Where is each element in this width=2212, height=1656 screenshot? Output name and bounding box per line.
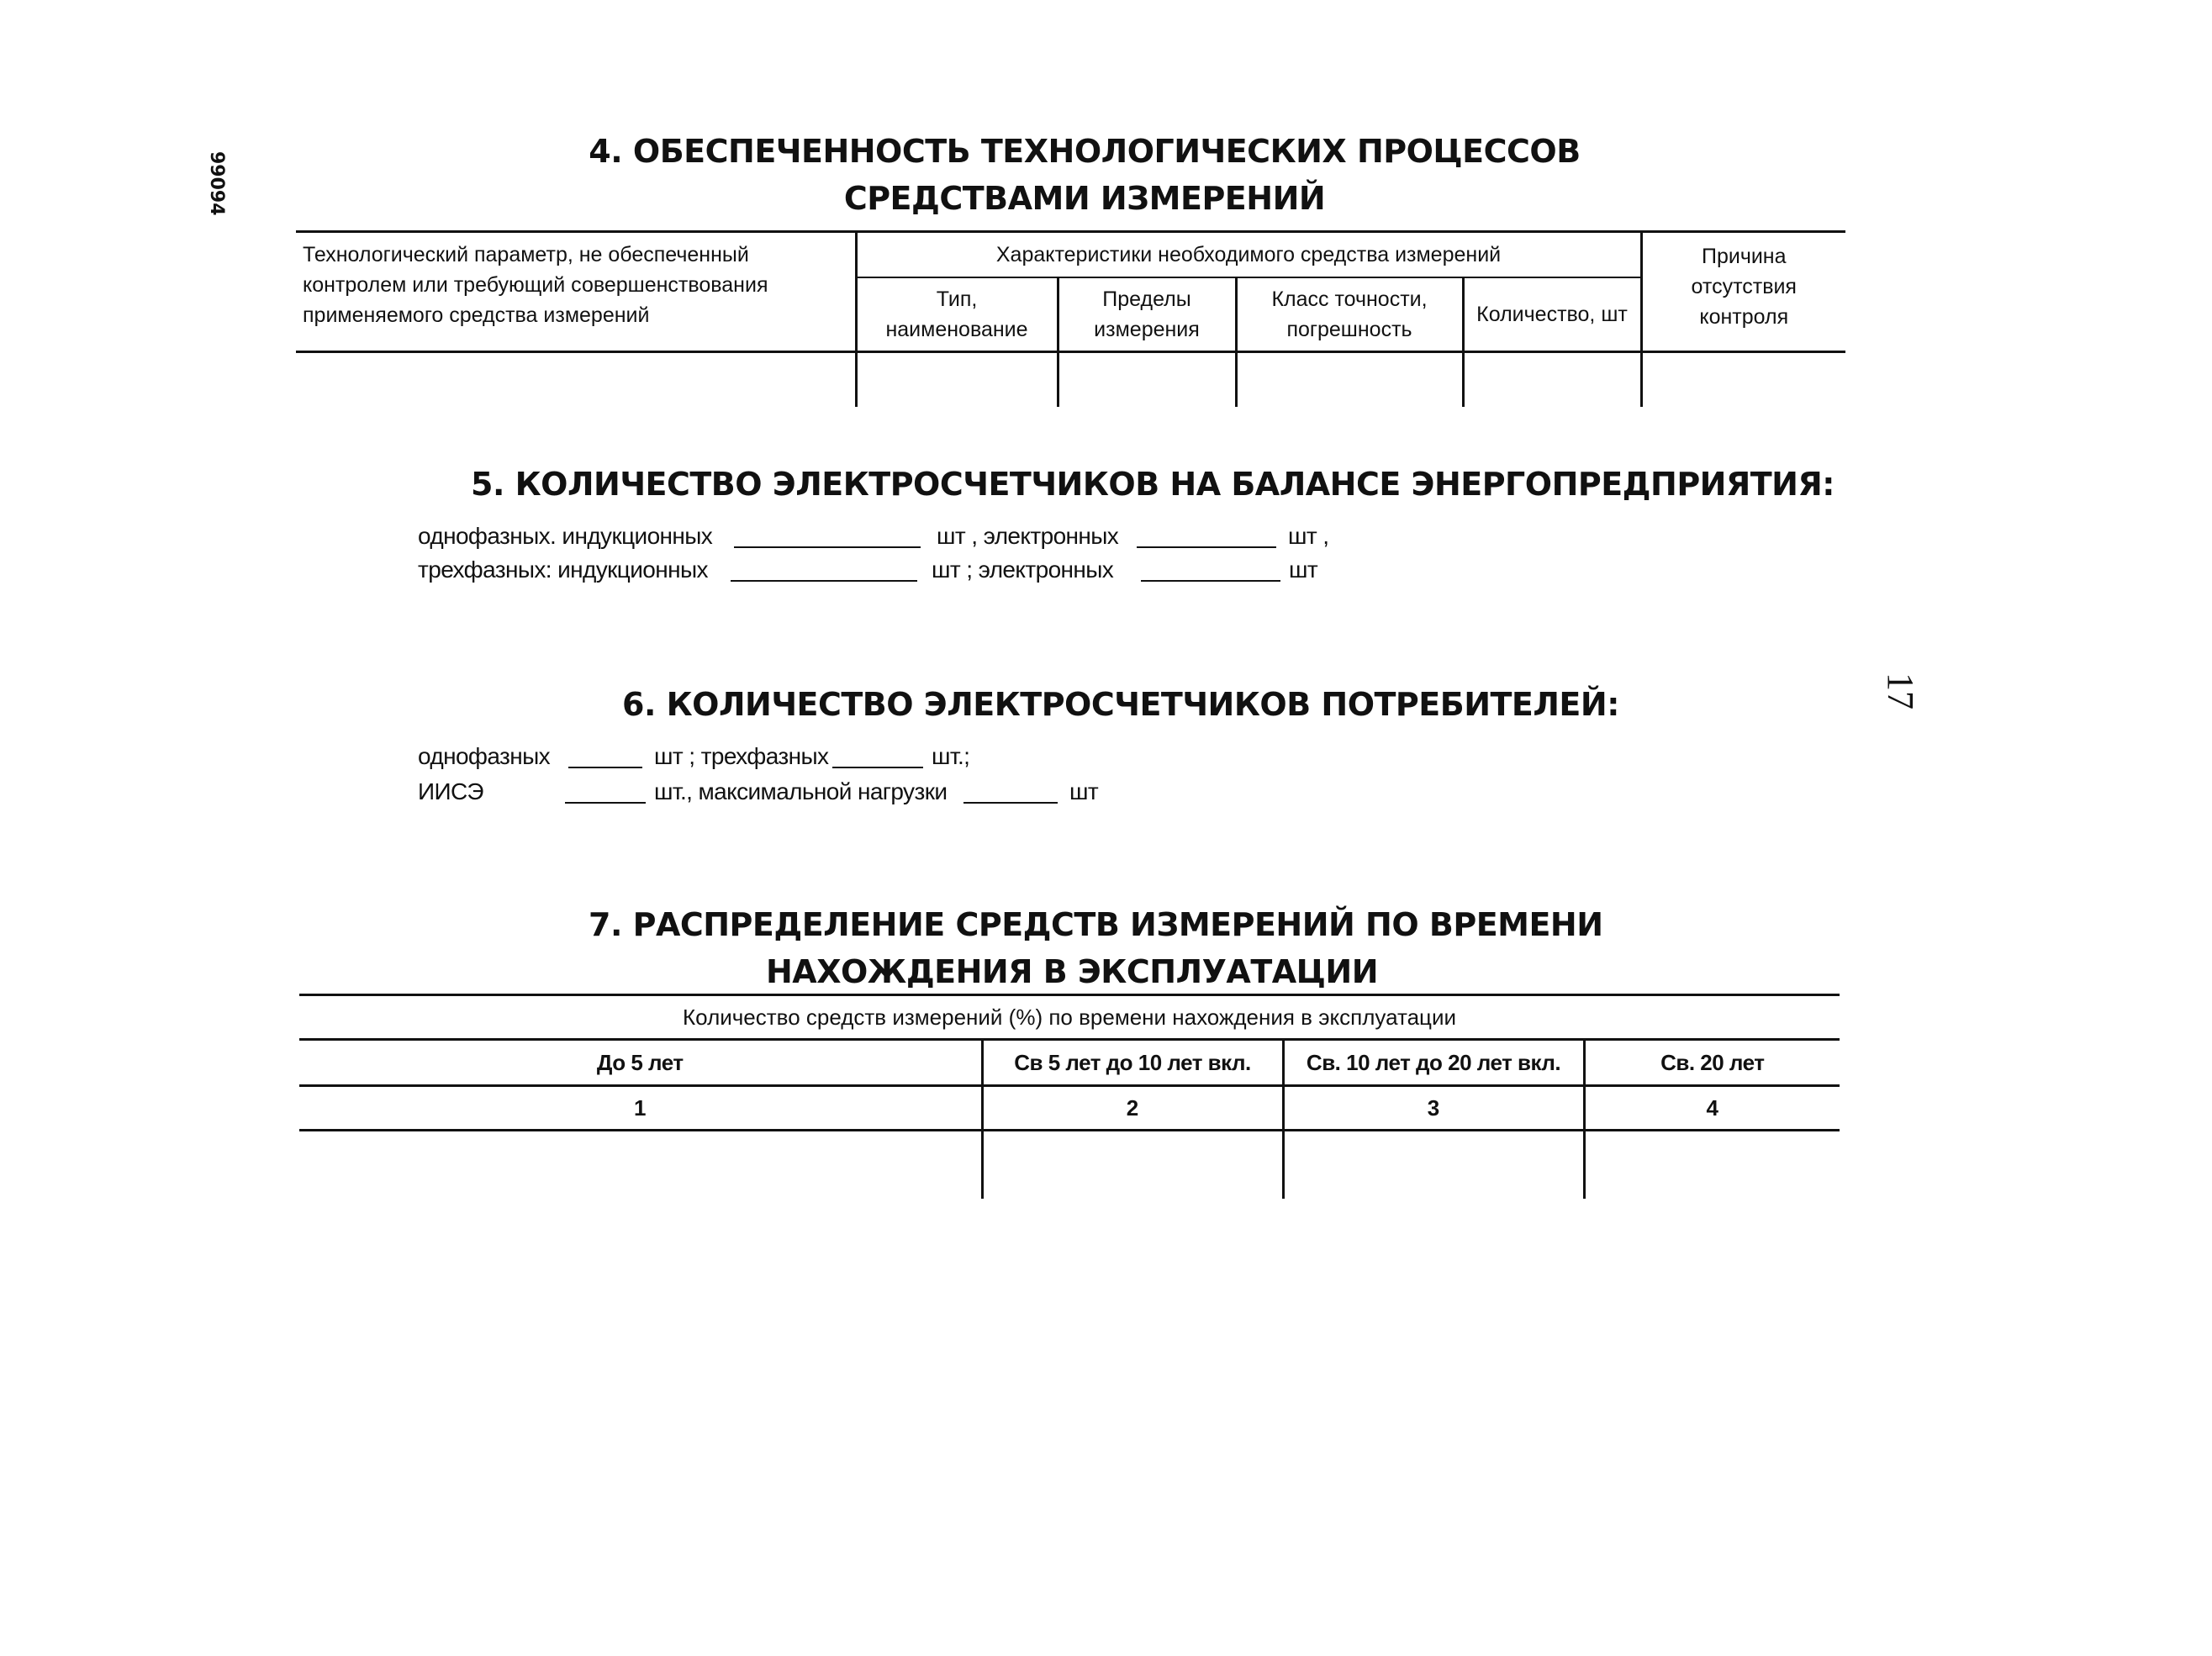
table-row <box>299 1131 1840 1200</box>
single-phase-unit-1: шт , электронных <box>937 523 1119 549</box>
measurement-limits-header: Пределы измерения <box>1058 277 1236 352</box>
section-7-title-line-1: 7. РАСПРЕДЕЛЕНИЕ СРЕДСТВ ИЗМЕРЕНИЙ ПО ВРЕМЕНИ <box>589 906 1603 943</box>
section-5-title-text: 5. КОЛИЧЕСТВО ЭЛЕКТРОСЧЕТЧИКОВ НА БАЛАНСЕ ЭНЕРГОПРЕДПРИЯТИЯ: <box>471 466 1835 503</box>
iise-unit-1: шт., максимальной нагрузки <box>654 778 948 804</box>
column-number-3: 3 <box>1283 1086 1584 1131</box>
section-6-title <box>622 681 1619 728</box>
single-phase-electronic-field[interactable] <box>1137 546 1276 548</box>
5-to-10-years-cell[interactable] <box>982 1131 1283 1200</box>
type-name-cell[interactable] <box>856 352 1058 408</box>
section-6-title-text: 6. КОЛИЧЕСТВО ЭЛЕКТРОСЧЕТЧИКОВ ПОТРЕБИТЕЛЕЙ: <box>622 686 1619 723</box>
section-4-title-line-2: СРЕДСТВАМИ ИЗМЕРЕНИЙ <box>843 180 1326 217</box>
service-time-distribution-table <box>299 994 1840 1199</box>
single-phase-induction-field[interactable] <box>734 546 921 548</box>
max-load-field[interactable] <box>963 802 1058 804</box>
column-number-2: 2 <box>982 1086 1283 1131</box>
characteristics-group-header: Характеристики необходимого средства измерений <box>856 232 1641 278</box>
up-to-5-years-cell[interactable] <box>299 1131 982 1200</box>
distribution-table-title: Количество средств измерений (%) по времени нахождения в эксплуатации <box>299 995 1840 1040</box>
page-number: 17 <box>1880 672 1921 709</box>
three-phase-unit-2: шт <box>1289 556 1318 583</box>
type-name-header: Тип, наименование <box>856 277 1058 352</box>
quantity-header: Количество, шт <box>1463 277 1641 352</box>
iise-label: ИИСЭ <box>418 778 483 804</box>
three-phase-label: трехфазных: индукционных <box>418 556 708 583</box>
section-4-title <box>589 128 1581 222</box>
over-20-years-cell[interactable] <box>1584 1131 1840 1200</box>
three-phase-induction-field[interactable] <box>731 580 917 582</box>
column-number-1: 1 <box>299 1086 982 1131</box>
param-cell[interactable] <box>296 352 856 408</box>
document-code: 99094 <box>206 151 227 216</box>
single-phase-unit-2: шт , <box>1288 523 1329 549</box>
iise-unit-2: шт <box>1069 778 1099 804</box>
consumer-phase-unit-1: шт ; трехфазных <box>654 743 829 769</box>
consumer-phase-unit-2: шт.; <box>932 743 970 769</box>
section-7-title-line-2: НАХОЖДЕНИЯ В ЭКСПЛУАТАЦИИ <box>765 953 1379 990</box>
three-phase-electronic-field[interactable] <box>1141 580 1280 582</box>
5-to-10-years-header: Св 5 лет до 10 лет вкл. <box>982 1040 1283 1086</box>
table-row <box>296 352 1845 408</box>
consumer-single-phase-field[interactable] <box>568 767 642 768</box>
measurement-coverage-table <box>296 230 1845 407</box>
10-to-20-years-header: Св. 10 лет до 20 лет вкл. <box>1283 1040 1584 1086</box>
reason-cell[interactable] <box>1641 352 1845 408</box>
measurement-limits-cell[interactable] <box>1058 352 1236 408</box>
column-number-row <box>299 1086 1840 1131</box>
up-to-5-years-header: До 5 лет <box>299 1040 982 1086</box>
quantity-cell[interactable] <box>1463 352 1641 408</box>
three-phase-unit-1: шт ; электронных <box>932 556 1114 583</box>
param-header: Технологический параметр, не обеспеченный контролем или требующий совершенствования применяемого средства измерений <box>296 232 856 352</box>
10-to-20-years-cell[interactable] <box>1283 1131 1584 1200</box>
section-4-title-line-1: 4. ОБЕСПЕЧЕННОСТЬ ТЕХНОЛОГИЧЕСКИХ ПРОЦЕССОВ <box>589 133 1581 170</box>
section-5-title <box>471 461 1835 508</box>
over-20-years-header: Св. 20 лет <box>1584 1040 1840 1086</box>
section-7-title <box>589 901 1603 995</box>
reason-header: Причина отсутствия контроля <box>1641 232 1845 352</box>
iise-field[interactable] <box>565 802 646 804</box>
column-number-4: 4 <box>1584 1086 1840 1131</box>
single-phase-label: однофазных. индукционных <box>418 523 713 549</box>
accuracy-class-cell[interactable] <box>1236 352 1463 408</box>
consumer-three-phase-field[interactable] <box>832 767 923 768</box>
accuracy-class-header: Класс точности, погрешность <box>1236 277 1463 352</box>
consumer-single-phase-label: однофазных <box>418 743 551 769</box>
